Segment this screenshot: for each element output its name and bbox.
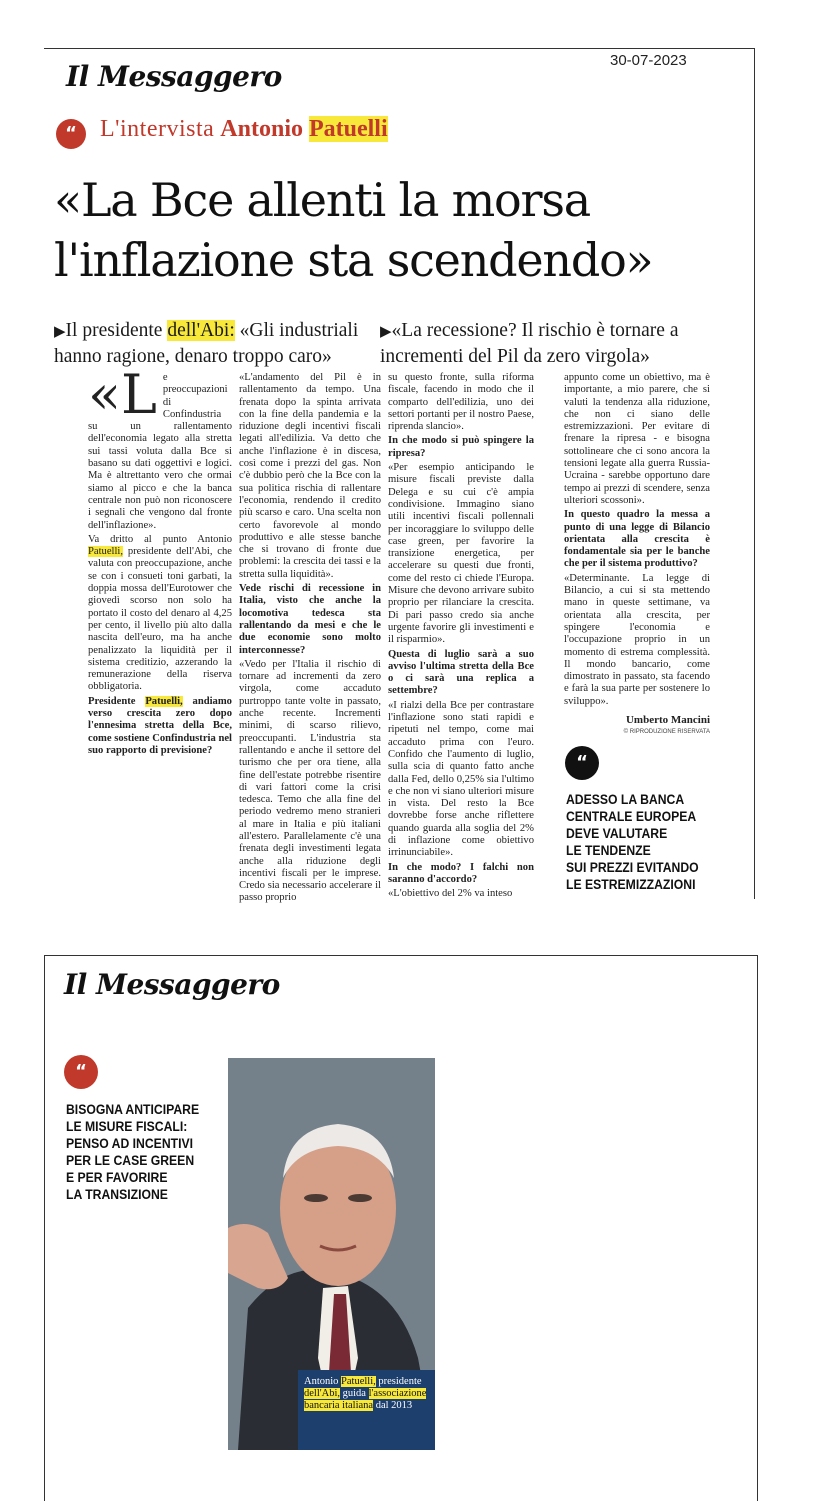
deck-right — [380, 318, 700, 369]
column-3 — [388, 372, 534, 902]
interview-question: In che modo? I falchi non saranno d'accordo? — [388, 861, 534, 885]
triangle-bullet-icon: ▶ — [380, 322, 392, 340]
paragraph: su questo fronte, sulla riforma fiscale, facendo in modo che il comparto dell'edilizia, uno dei settori portanti per il nostro Paese, riprenda slancio». — [388, 372, 534, 433]
headline-line-1: «La Bce allenti la morsa — [54, 173, 590, 227]
pullquote-icon: “ — [565, 746, 599, 780]
interview-question: Questa di luglio sarà a suo avviso l'ultima stretta della Bce o ci sarà una replica a settembre? — [388, 648, 534, 697]
pullquote-2: BISOGNA ANTICIPARE LE MISURE FISCALI: PENSO AD INCENTIVI PER LE CASE GREEN E PER FAVORIRE LA TRANSIZIONE — [66, 1102, 200, 1203]
interview-question: In questo quadro la messa a punto di una legge di Bilancio orientata alla crescita è fondamentale sia per le banche che per il sistema produttivo? — [564, 509, 710, 570]
deck-left-highlight: dell'Abi: — [167, 320, 235, 341]
kicker-name-last: Patuelli — [308, 116, 388, 142]
headline-line-2: l'inflazione sta scendendo» — [54, 233, 653, 287]
interview-question: Vede rischi di recessione in Italia, visto che anche la locomotiva tedesca sta rallentando da mesi e che le due economie sono molto interconnesse? — [239, 583, 381, 656]
deck-right-text: «La recessione? Il rischio è tornare a incrementi del Pil da zero virgola» — [380, 320, 679, 367]
interview-question: Presidente Patuelli, andiamo verso crescita zero dopo l'ennesima stretta della Bce, come sostiene Confindustria nel suo rapporto di previsione? — [88, 695, 232, 756]
paragraph: «Per esempio anticipando le misure fiscali previste dalla Delega e su cui c'è ampia condivisione. Immagino siano utili incentivi fiscali pollennali per incoraggiare lo sviluppo delle case green, per favorire la transizione energetica, per accelerare su questi due fronti, come del resto ci chiede l'Europa. Misure che devono arrivare subito proprio per rilanciare la crescita. Di pari passo credo sia anche urgente favorire gli investimenti e il risparmio». — [388, 462, 534, 646]
pullquote-icon: “ — [64, 1055, 98, 1089]
paragraph: «Vedo per l'Italia il rischio di tornare ad incrementi da zero virgola, come accaduto purtroppo tante volte in passato, anche recente. Incrementi minimi, di scarso rilievo, preoccupanti. L'industria sta rallentando e anche il settore del turismo che per ora tiene, alla fine dell'estate potrebbe risentire di vari fattori come la crisi tedesca. Temo che alla fine del periodo vedremo meno stranieri al mare in Italia e più italiani all'estero. Parallelamente c'è una frenata degli investimenti legata anche alla riduzione degli incentivi fiscali per le imprese. Credo sia necessario accelerare il passo proprio — [239, 658, 381, 904]
pullquote-1: ADESSO LA BANCA CENTRALE EUROPEA DEVE VALUTARE LE TENDENZE SUI PREZZI EVITANDO LE ESTREMIZZAZIONI — [566, 792, 699, 893]
triangle-bullet-icon: ▶ — [54, 322, 66, 340]
headline — [54, 170, 744, 290]
rights-notice: © RIPRODUZIONE RISERVATA — [623, 729, 710, 736]
deck-left-pre: Il presidente — [65, 320, 163, 341]
kicker-label: L'intervista — [100, 116, 215, 142]
masthead: Il Messaggero — [66, 60, 282, 93]
dropcap: «L — [88, 363, 157, 426]
masthead: Il Messaggero — [64, 968, 280, 1001]
deck-left — [54, 318, 394, 369]
paragraph: «L'andamento del Pil è in rallentamento da tempo. Una frenata dopo la spinta arrivata con la fine della pandemia e la riduzione degli incentivi fiscali legati all'edilizia. Va detto che anche l'inflazione è in discesa, così come i prezzi del gas. Non c'è dubbio però che la Bce con la sua politica rischia di rallentare l'economia, rendendo il credito più scarso e caro. Una scelta non certo favorevole al mondo produttivo e alle stesse banche che si trovano di fronte due problemi: la crescita dei tassi e la stretta sulla liquidità». — [239, 372, 381, 580]
interview-question: In che modo si può spingere la ripresa? — [388, 435, 534, 459]
paragraph: appunto come un obiettivo, ma è importante, a mio parere, che si valuti la tendenza alla riduzione, che non ci siano delle estremizzazioni. Per evitare di frenare la ripresa - e bisogna sottolineare che ci sono ancora la tensioni legate alla guerra Russia-Ucraina - sarebbe opportuno dare tempo ai prezzi di scendere, senza ulteriori scossoni». — [564, 372, 710, 506]
photo-caption: Antonio Patuelli, presidente dell'Abi, guida l'associazione bancaria italiana dal 2013 — [298, 1370, 435, 1450]
paragraph: «Le preoccupazioni di Confindustria su un rallentamento dell'economia legato alla stretta sui tassi voluta dalla Bce si basano su dati oggettivi e logici. Ma è altrettanto vero che ormai siamo al picco e che la banca centrale non può non riconoscere i segnali che vengono dal fronte dell'inflazione». — [88, 363, 232, 531]
paragraph: «L'obiettivo del 2% va inteso — [388, 888, 513, 900]
deck-left-post: «Gli industriali hanno ragione, denaro troppo caro» — [54, 320, 359, 367]
paragraph: Va dritto al punto Antonio Patuelli, presidente dell'Abi, che valuta con preoccupazione, anche se con i consueti toni garbati, la doppia mossa dell'Eurotower che giovedì scorso non solo ha portato il costo del denaro al 4,25 per cento, il livello più alto dalla nascita dell'euro, ma ha anche penalizzato la liquidità per il sistema creditizio, azzerando la remunerazione della riserva obbligatoria. — [88, 533, 232, 693]
column-2 — [239, 372, 381, 907]
paragraph: «Determinante. La legge di Bilancio, a cui si sta mettendo mano in queste settimane, va orientata alla crescita, per spingere l'economia e l'occupazione proprio in un momento di estrema complessità. Il mondo bancario, come dimostrato in passato, sta facendo e farà la sua parte per sostenere lo sviluppo». — [564, 572, 710, 707]
column-1 — [88, 363, 232, 759]
clipping-date: 30-07-2023 — [610, 52, 687, 69]
column-4 — [564, 372, 710, 739]
kicker — [100, 116, 388, 143]
kicker-name-first: Antonio — [220, 116, 303, 142]
interview-quote-icon: “ — [56, 119, 86, 149]
byline: Umberto Mancini — [625, 714, 710, 727]
paragraph: «I rialzi della Bce per contrastare l'inflazione sono stati rapidi e ripetuti nel tempo, come mai accaduto prima con l'euro. Confido che l'aumento di luglio, sulla scia di quanto fatto anche dalla Fed, dello 0,25% sia l'ultimo e che non vi siano ulteriori misure in vista. Del resto la Bce dovrebbe forse anche riflettere quando guarda alla soglia del 2% di inflazione come obiettivo irrinunciabile». — [388, 699, 534, 859]
